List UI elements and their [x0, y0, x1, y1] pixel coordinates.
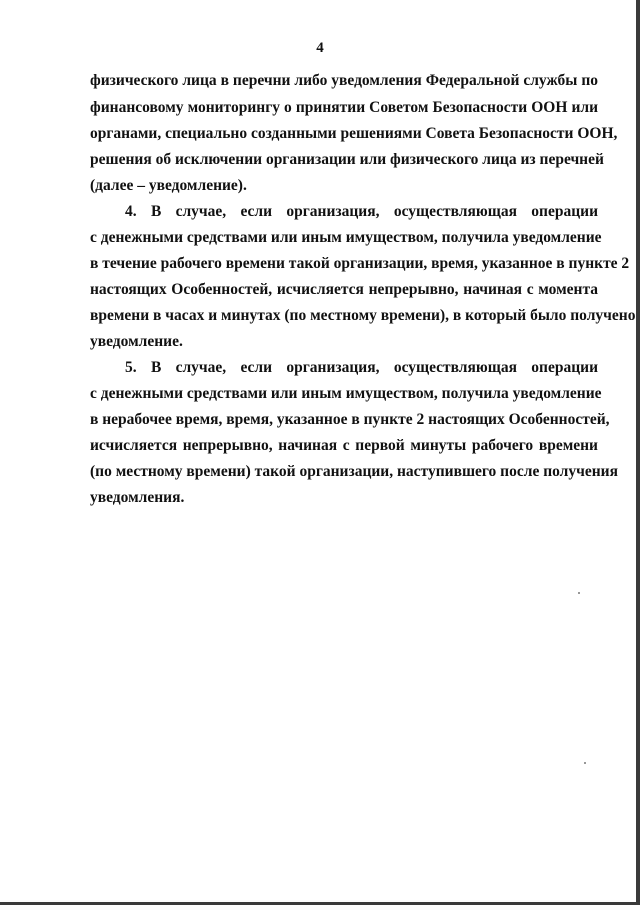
scan-edge-right — [636, 0, 640, 905]
text-line: органами, специально созданными решениями Совета Безопасности ООН, — [90, 125, 618, 142]
text-line: в течение рабочего времени такой организации, время, указанное в пункте 2 — [90, 255, 630, 272]
text-line: с денежными средствами или иным имуществом, получила уведомление — [90, 229, 602, 246]
page-number: 4 — [316, 40, 324, 56]
paragraph-5-start: 5. В случае, если организация, осуществляющая операции — [125, 359, 598, 376]
text-line: (далее – уведомление). — [90, 177, 247, 194]
scan-speck — [578, 592, 580, 594]
text-line: (по местному времени) такой организации, наступившего после получения — [90, 463, 618, 480]
text-line: настоящих Особенностей, исчисляется непрерывно, начиная с момента — [90, 281, 598, 298]
text-line: времени в часах и минутах (по местному времени), в который было получено — [90, 307, 636, 324]
text-line: финансовому мониторингу о принятии Советом Безопасности ООН или — [90, 99, 598, 116]
text-line: с денежными средствами или иным имуществом, получила уведомление — [90, 385, 602, 402]
scan-speck — [584, 762, 586, 764]
text-line: решения об исключении организации или физического лица из перечней — [90, 151, 604, 168]
paragraph-4-start: 4. В случае, если организация, осуществляющая операции — [125, 203, 598, 220]
text-line: уведомление. — [90, 333, 183, 350]
text-line: уведомления. — [90, 489, 185, 506]
text-line: в нерабочее время, время, указанное в пункте 2 настоящих Особенностей, — [90, 411, 610, 428]
text-line: исчисляется непрерывно, начиная с первой минуты рабочего времени — [90, 437, 598, 454]
text-line: физического лица в перечни либо уведомления Федеральной службы по — [90, 72, 598, 89]
